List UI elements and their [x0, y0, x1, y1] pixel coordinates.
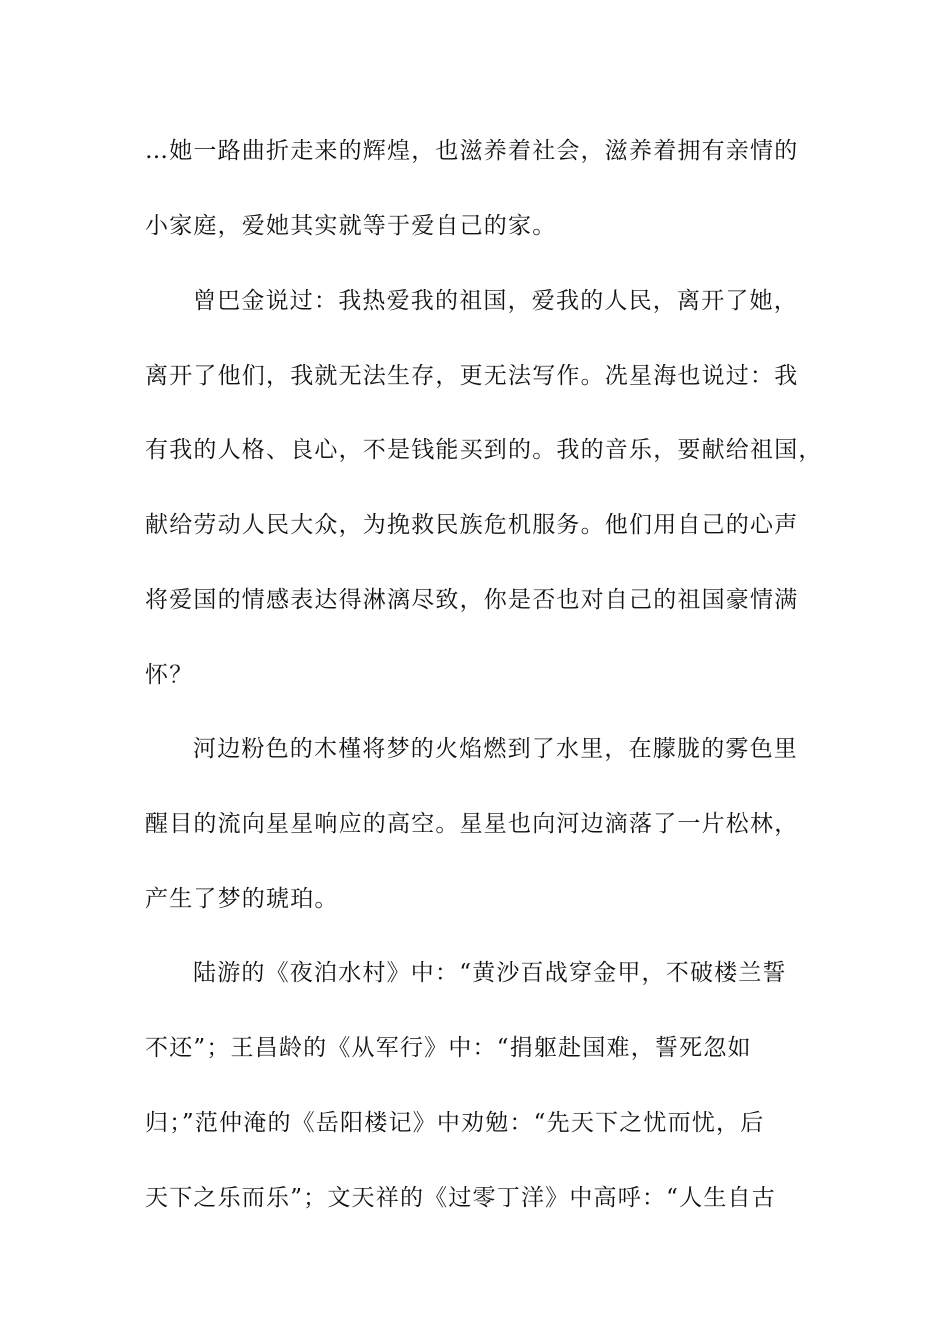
paragraph-first-line: 陆游的《夜泊水村》中：“黄沙百战穿金甲，不破楼兰誓: [193, 960, 787, 986]
text-line: 不还”；王昌龄的《从军行》中：“捐躯赴国难，誓死忽如: [145, 1035, 752, 1061]
text-line: 产生了梦的琥珀。: [145, 886, 339, 912]
text-line: 将爱国的情感表达得淋漓尽致，你是否也对自己的祖国豪情满: [145, 587, 799, 613]
text-line: 献给劳动人民大众，为挽救民族危机服务。他们用自己的心声: [145, 512, 799, 538]
text-line: …她一路曲折走来的辉煌，也滋养着社会，滋养着拥有亲情的: [145, 138, 799, 164]
text-line: 归；”范仲淹的《岳阳楼记》中劝勉：“先天下之忧而忧，后: [145, 1110, 765, 1136]
text-line: 离开了他们，我就无法生存，更无法写作。冼星海也说过：我: [145, 363, 799, 389]
text-line: 有我的人格、良心，不是钱能买到的。我的音乐，要献给祖国，: [145, 437, 823, 463]
text-line: 小家庭，爱她其实就等于爱自己的家。: [145, 213, 557, 239]
text-line: 怀？: [145, 662, 194, 688]
text-line: 天下之乐而乐”；文天祥的《过零丁洋》中高呼：“人生自古: [145, 1185, 776, 1211]
paragraph-first-line: 曾巴金说过：我热爱我的祖国，爱我的人民，离开了她，: [193, 288, 798, 314]
paragraph-first-line: 河边粉色的木槿将梦的火焰燃到了水里，在朦胧的雾色里: [193, 736, 798, 762]
text-line: 醒目的流向星星响应的高空。星星也向河边滴落了一片松林，: [145, 811, 799, 837]
